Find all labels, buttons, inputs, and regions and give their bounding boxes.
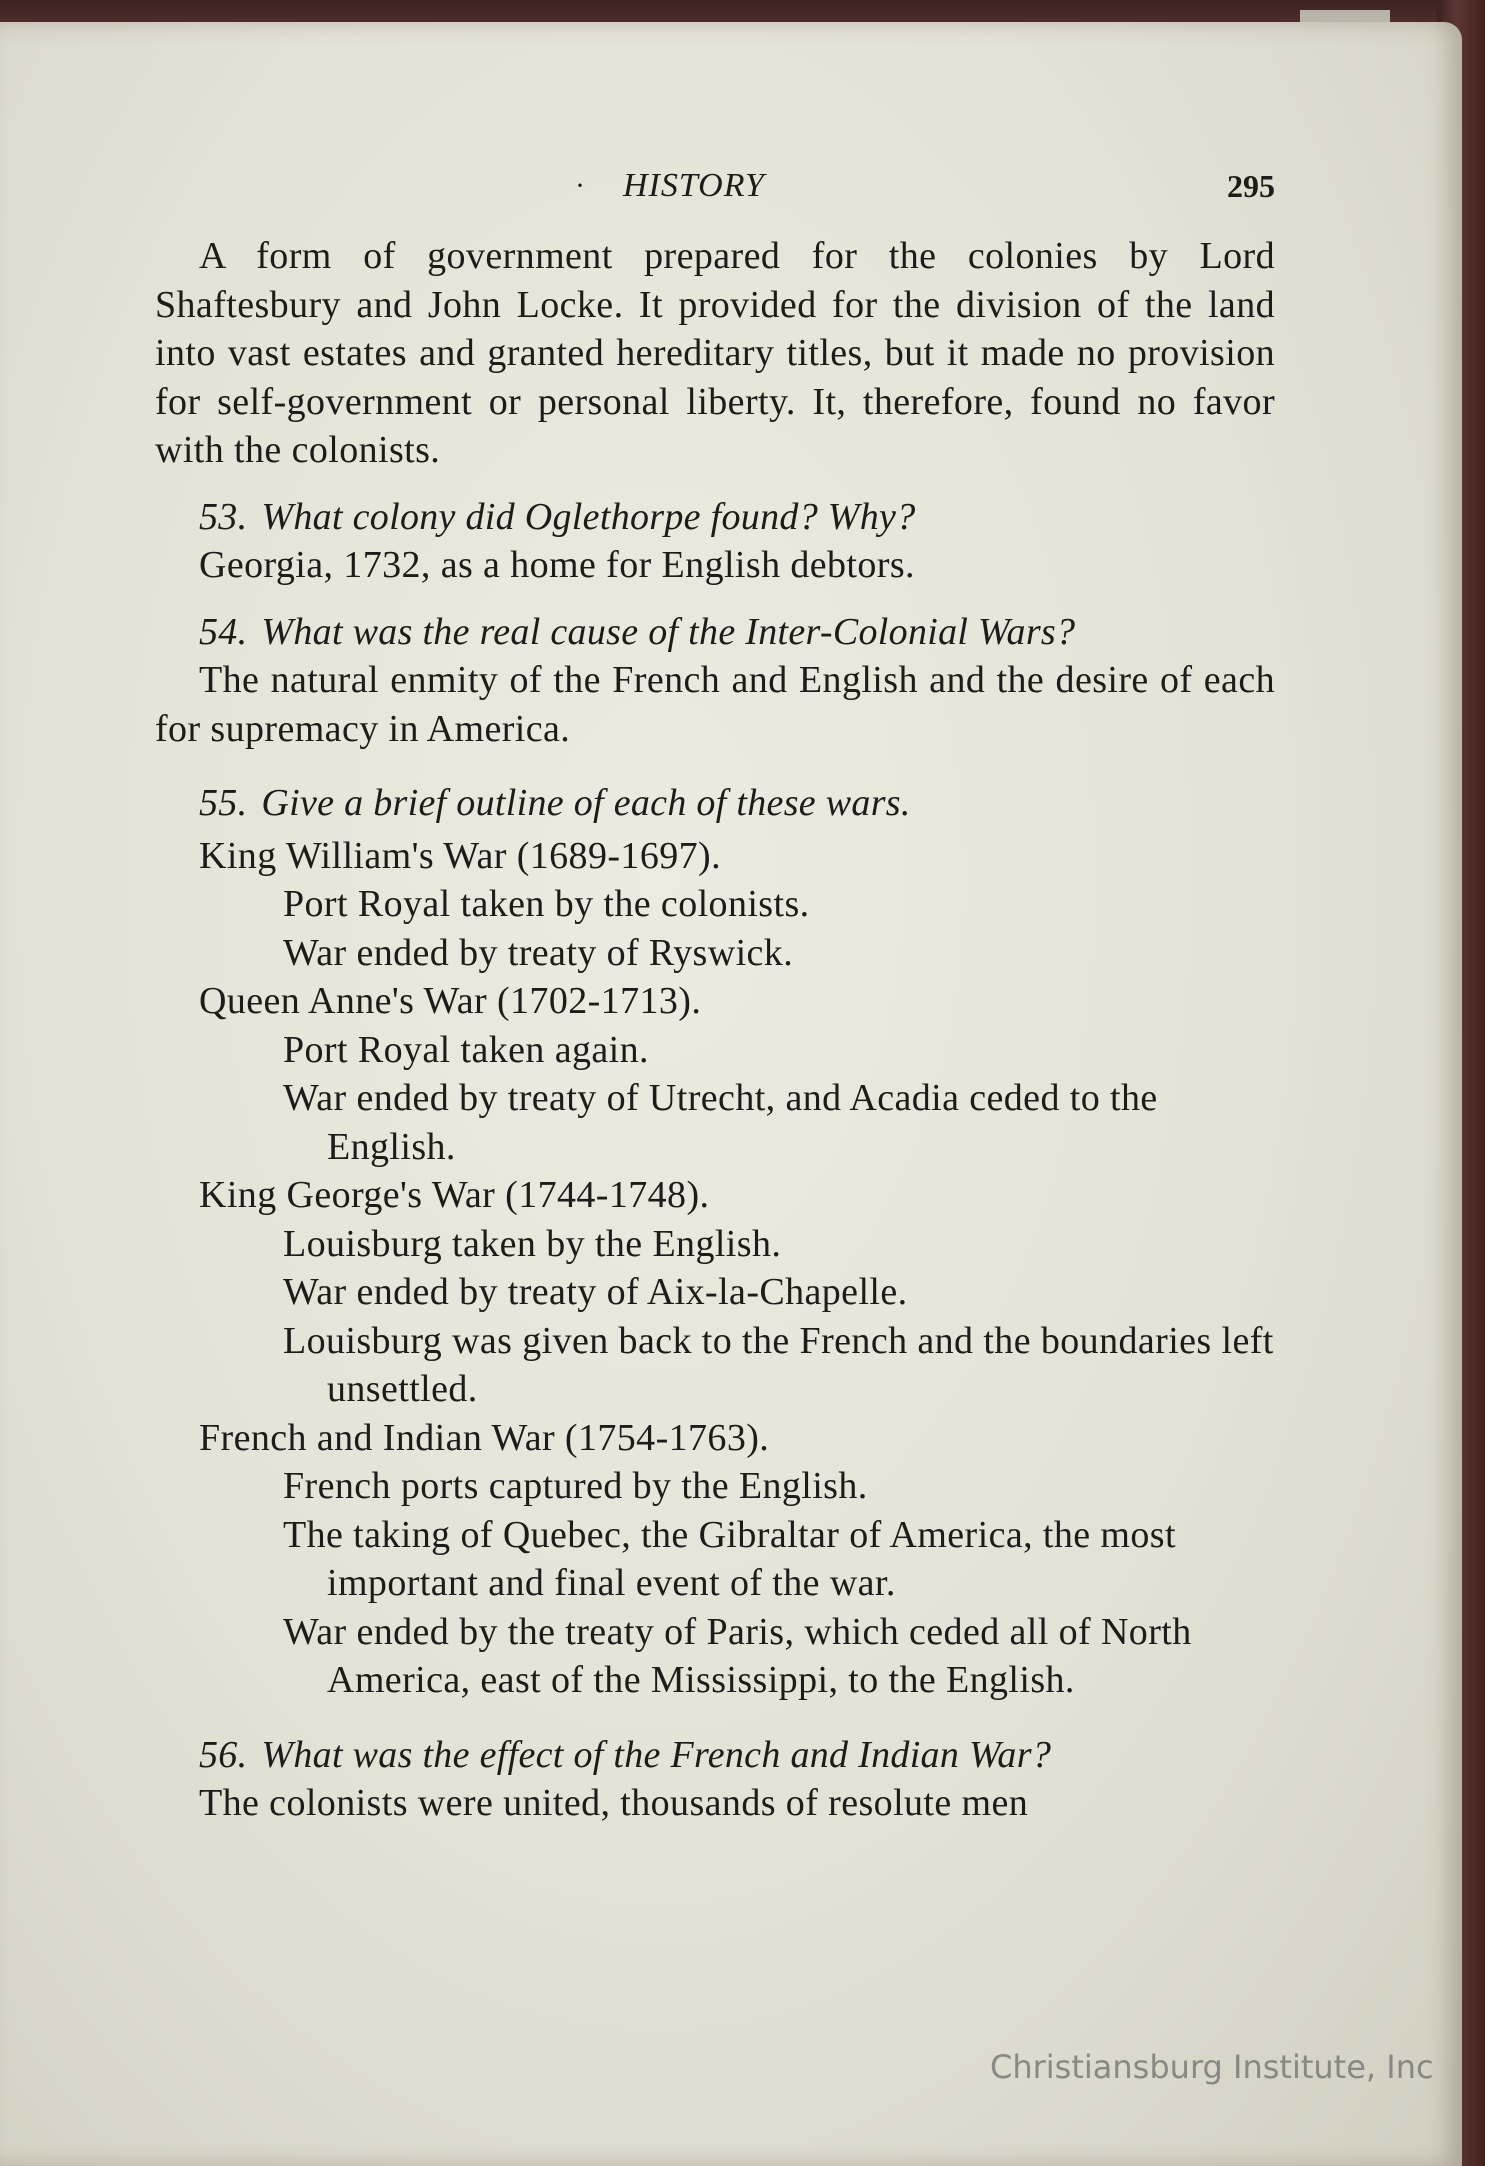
page-content	[155, 162, 1275, 1828]
question-text: What was the effect of the French and Indian War?	[261, 1733, 1052, 1776]
war-list	[155, 832, 1275, 1705]
question-text: What was the real cause of the Inter-Colonial Wars?	[261, 610, 1076, 653]
war-event: War ended by the treaty of Paris, which ceded all of North America, east of the Mississippi, to the English.	[283, 1610, 1192, 1701]
war-title: King William's War (1689-1697).	[199, 834, 721, 877]
war-event: Louisburg taken by the English.	[283, 1222, 782, 1265]
book-page	[0, 22, 1462, 2166]
question-54	[155, 608, 1275, 657]
page-number: 295	[1227, 168, 1275, 204]
question-text: What colony did Oglethorpe found? Why?	[261, 495, 916, 538]
war-event: War ended by treaty of Ryswick.	[283, 931, 794, 974]
question-number: 53.	[199, 495, 248, 538]
war-title: King George's War (1744-1748).	[199, 1174, 710, 1216]
war-event: War ended by treaty of Aix-la-Chapelle.	[283, 1271, 908, 1313]
war-event: French ports captured by the English.	[283, 1465, 868, 1507]
question-56	[155, 1731, 1275, 1780]
question-number: 56.	[199, 1733, 248, 1776]
answer-53: Georgia, 1732, as a home for English debtors.	[199, 544, 915, 586]
war-event: Port Royal taken again.	[283, 1028, 649, 1071]
question-number: 54.	[199, 610, 248, 653]
question-55	[155, 779, 1275, 828]
question-number: 55.	[199, 782, 248, 824]
war-event: War ended by treaty of Utrecht, and Acadia ceded to the English.	[283, 1077, 1158, 1168]
running-title: HISTORY	[623, 167, 765, 204]
watermark: Christiansburg Institute, Inc	[990, 2048, 1434, 2086]
war-title: French and Indian War (1754-1763).	[199, 1416, 770, 1459]
header-dot: ·	[575, 169, 585, 202]
war-title: Queen Anne's War (1702-1713).	[199, 980, 702, 1022]
answer-56: The colonists were united, thousands of resolute men	[199, 1782, 1029, 1824]
intro-paragraph: A form of government prepared for the colonies by Lord Shaftesbury and John Locke. It provided for the division of the land into vast estates and granted hereditary titles, but it made no provision for self-government or personal liberty. It, therefore, found no favor with the colonists.	[155, 235, 1275, 471]
question-text: Give a brief outline of each of these wars.	[261, 782, 911, 824]
running-header	[155, 162, 1275, 210]
war-event: The taking of Quebec, the Gibraltar of America, the most important and final event of the war.	[283, 1513, 1176, 1604]
answer-54: The natural enmity of the French and English and the desire of each for supremacy in America.	[155, 659, 1275, 750]
question-53	[155, 493, 1275, 542]
war-event: Louisburg was given back to the French and the boundaries left unsettled.	[283, 1319, 1274, 1410]
war-event: Port Royal taken by the colonists.	[283, 883, 810, 925]
